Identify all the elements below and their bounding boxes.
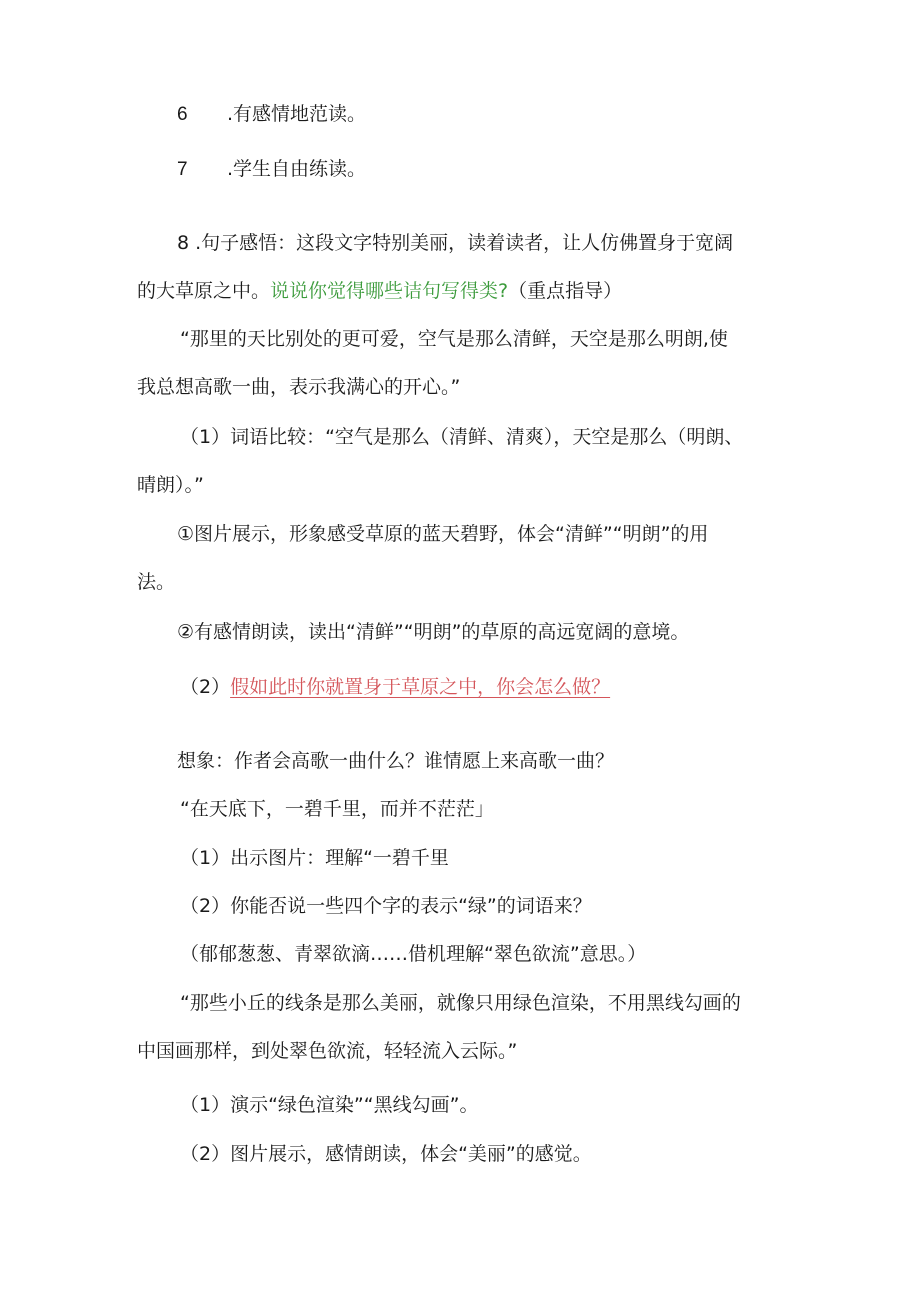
highlight-question: 说说你觉得哪些诘句写得类?: [270, 280, 509, 302]
sub-item-2: [180, 675, 610, 699]
circle-1-line-1: ①图片展示，形象感受草原的蓝天碧野，体会“清鲜”“明朗”的用: [177, 523, 709, 545]
item-text: .有感情地范读。: [227, 103, 367, 125]
quote-2-sub-2: （2）你能否说一些四个字的表示“绿”的词语来？: [180, 895, 592, 917]
quote-3-sub-1: （1）演示“绿色渲染”“黑线勾画”。: [180, 1094, 479, 1116]
item-8-line-1: 8 .句子感悟：这段文字特别美丽，读着读者，让人仿佛置身于宽阔: [177, 232, 734, 254]
quote-2-sub-1: （1）出示图片：理解“一碧千里: [180, 847, 449, 869]
red-underlined-question: 假如此时你就置身于草原之中，你会怎么做？: [230, 676, 611, 698]
quote-1-line-2: 我总想高歌一曲，表示我满心的开心。”: [137, 376, 461, 398]
quote-2: “在天底下，一碧千里，而并不茫茫」: [180, 798, 494, 820]
item-number: 7: [177, 159, 188, 180]
word-compare-line-1: （1）词语比较：“空气是那么（清鲜、清爽），天空是那么（明朗、: [180, 426, 744, 448]
quote-2-note: （郁郁葱葱、青翠欲滴……借机理解“翠色欲流”意思。）: [180, 943, 647, 965]
word-compare-line-2: 晴朗）。”: [137, 474, 204, 496]
item-8-line-2: [137, 279, 622, 303]
circle-2: ②有感情朗读，读出“清鲜”“明朗”的草原的高远宽阔的意境。: [177, 621, 690, 643]
quote-3-line-2: 中国画那样，到处翠色欲流，轻轻流入云际。”: [137, 1040, 518, 1062]
item-6: [177, 102, 366, 127]
imagine-line: 想象：作者会高歌一曲什么？谁情愿上来高歌一曲？: [177, 750, 615, 772]
quote-1-line-1: “那里的天比别处的更可爱，空气是那么清鲜，天空是那么明朗,使: [180, 328, 728, 350]
circle-1-line-2: 法。: [137, 571, 176, 593]
item-8-text: 的大草原之中。: [137, 280, 271, 302]
quote-3-line-1: “那些小丘的线条是那么美丽，就像只用绿色渲染，不用黑线勾画的: [180, 992, 741, 1014]
quote-3-sub-2: （2）图片展示，感情朗读，体会“美丽”的感觉。: [180, 1143, 592, 1165]
item-number: 6: [177, 104, 188, 125]
item-text: .学生自由练读。: [227, 158, 367, 180]
sub-item-2-prefix: （2）: [180, 676, 231, 698]
item-7: [177, 157, 366, 182]
item-8-tail: （重点指导）: [508, 280, 623, 302]
